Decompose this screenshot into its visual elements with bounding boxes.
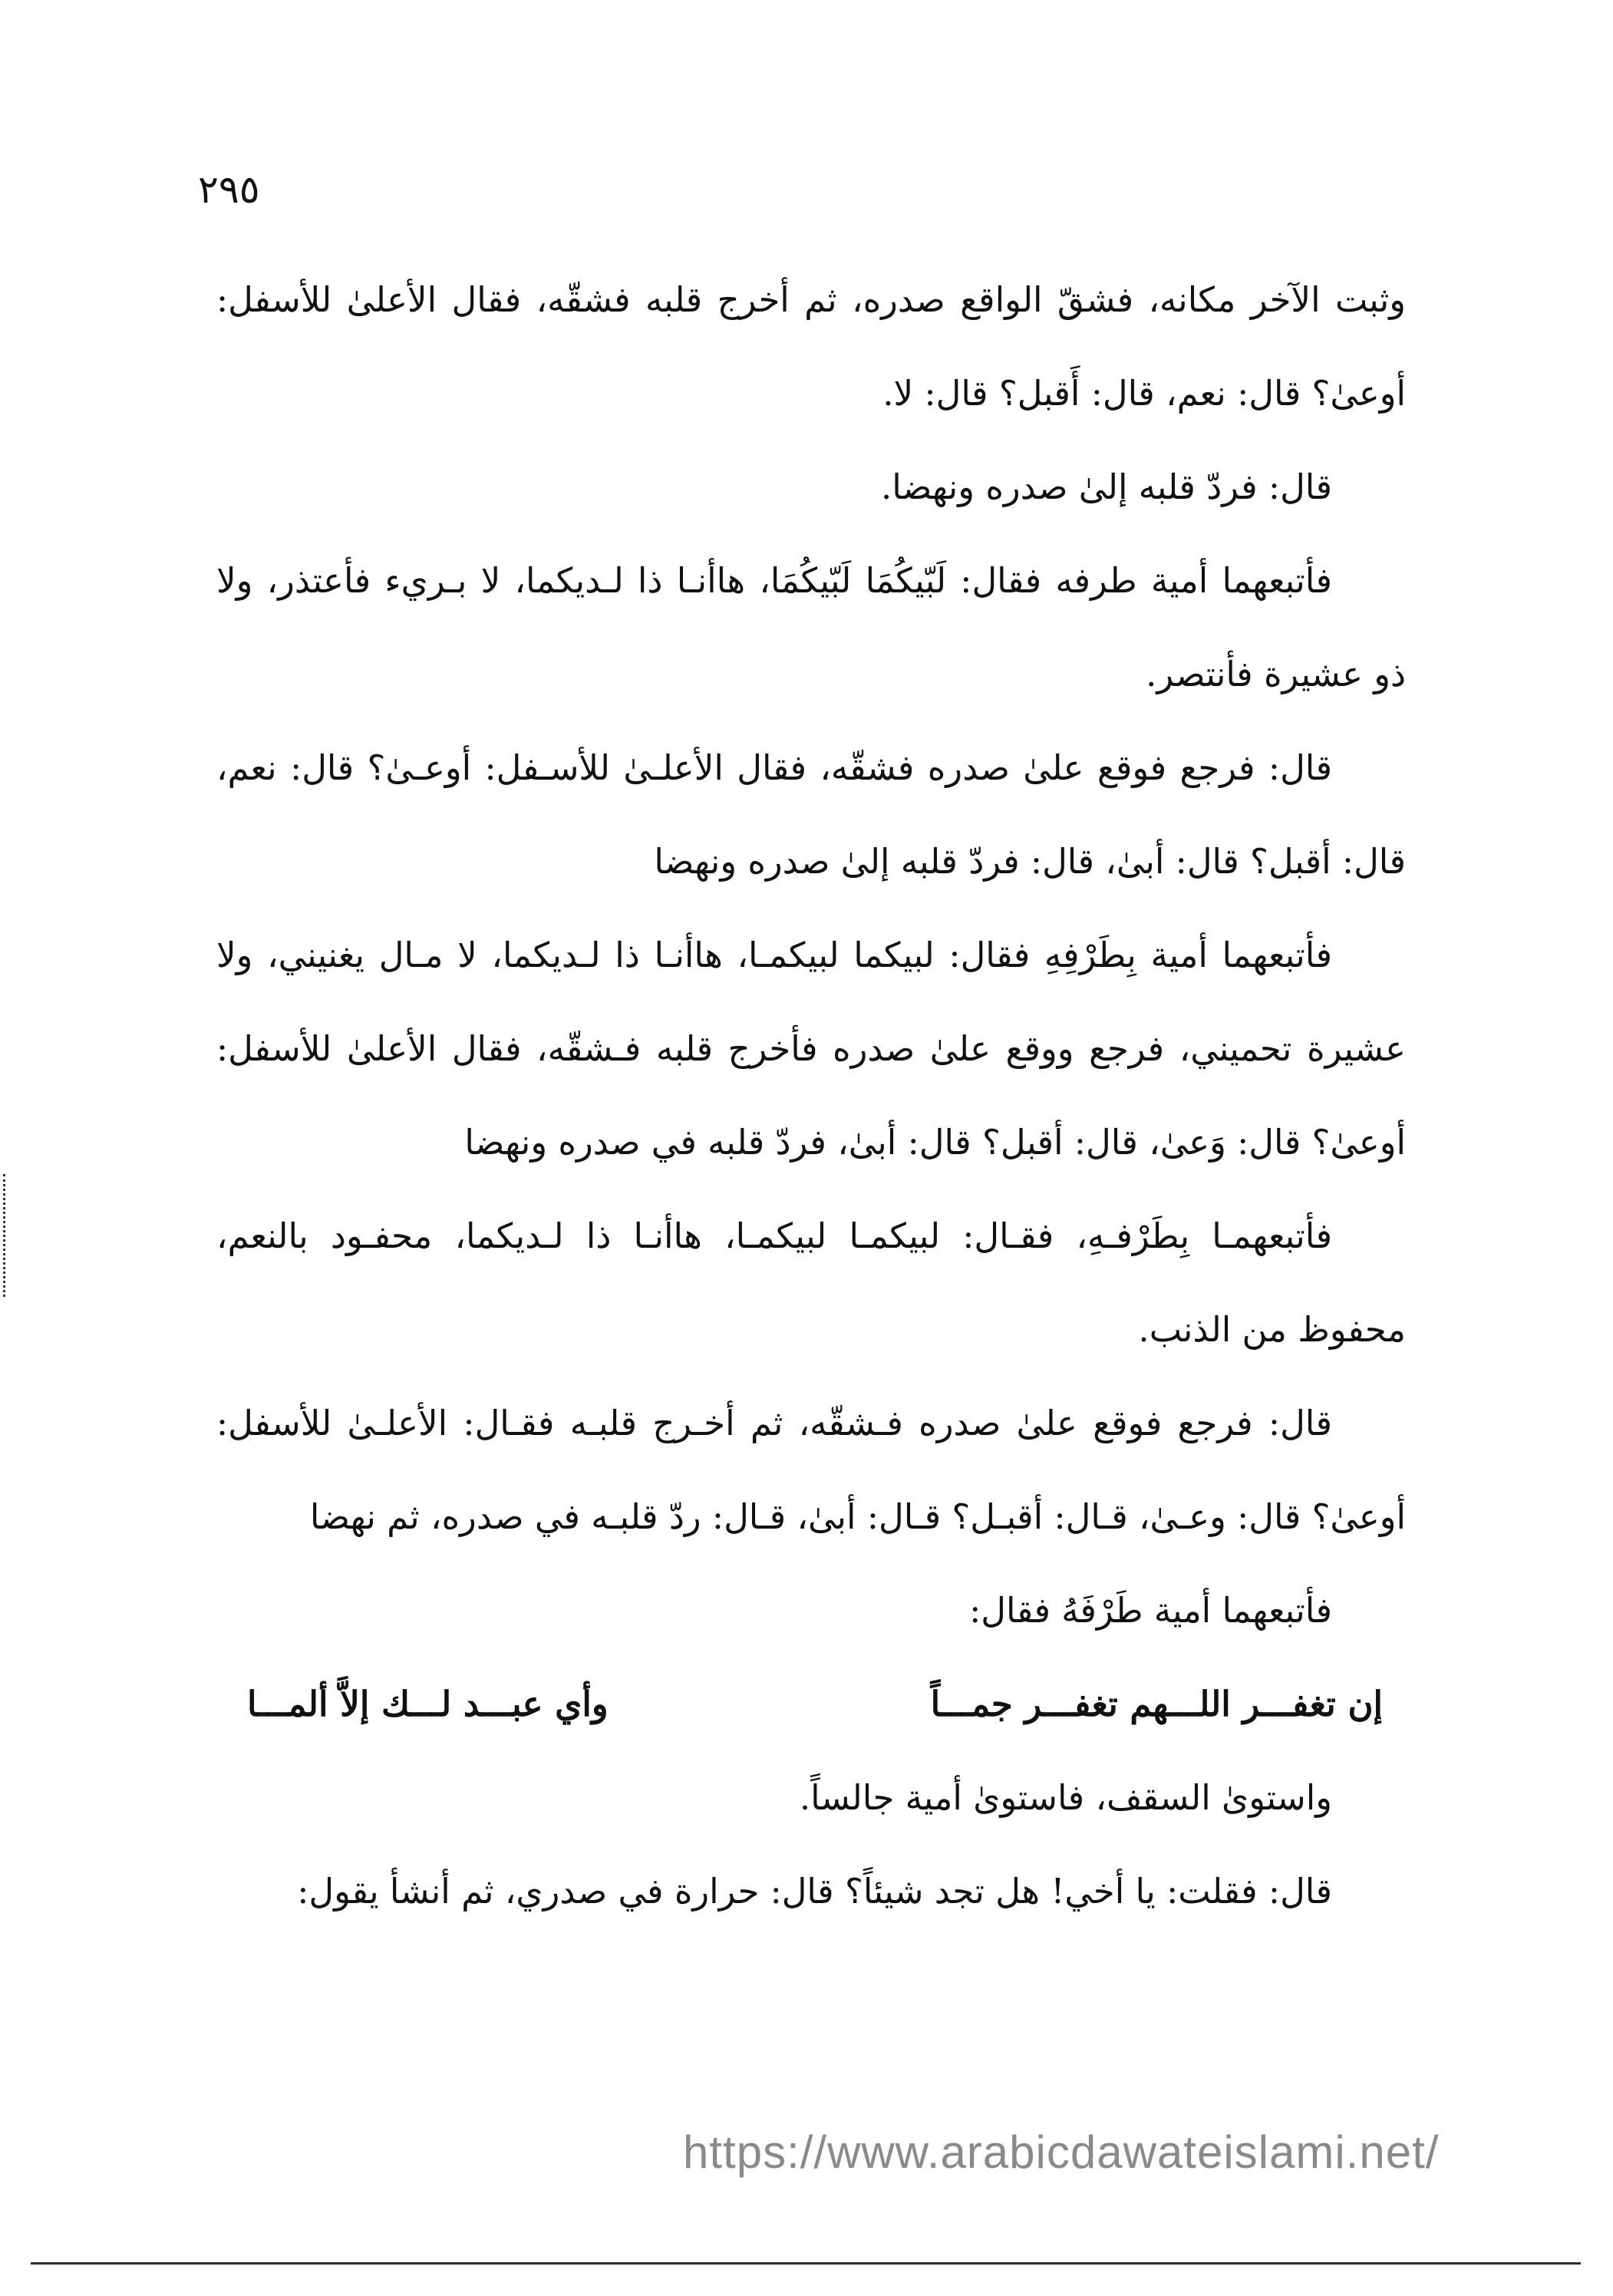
main-text: [216, 253, 1406, 1938]
watermark-url: https://www.arabicdawateislami.net/: [683, 2126, 1440, 2178]
paragraph-10: قال: فقلت: يا أخي! هل تجد شيئاً؟ قال: حرارة في صدري، ثم أنشأ يقول:: [297, 1871, 1332, 1912]
footer-rule: [31, 2262, 1581, 2265]
paragraph-3: فأتبعهما أمية طرفه فقال: لَبّيكُمَا لَبّيكُمَا، هاأنـا ذا لـديكما، لا بـريء فأعتذر، ولا ذو عشيرة فأنتصر.: [216, 560, 1406, 694]
margin-scan-marks: [3, 1174, 8, 1297]
paragraph-1: وثبت الآخر مكانه، فشقّ الواقع صدره، ثم أخرج قلبه فشقّه، فقال الأعلىٰ للأسفل: أوعىٰ؟ قال: نعم، قال: أَقبل؟ قال: لا.: [216, 279, 1406, 414]
paragraph-2: قال: فردّ قلبه إلىٰ صدره ونهضا.: [881, 467, 1332, 507]
verse-second-hemistich: وأي عبـــد لـــك إلاَّ ألمـــا: [247, 1684, 609, 1724]
poetry-verse: [216, 1658, 1406, 1751]
paragraph-8: فأتبعهما أمية طَرْفَهُ فقال:: [969, 1590, 1332, 1631]
verse-first-hemistich: إن تغفـــر اللـــهم تغفـــر جمـــاً: [930, 1684, 1383, 1724]
paragraph-9: واستوىٰ السقف، فاستوىٰ أمية جالساً.: [799, 1777, 1332, 1818]
paragraph-7: قال: فرجع فوقع علىٰ صدره فـشقّه، ثم أخـرج قلبـه فقـال: الأعلـىٰ للأسفل: أوعىٰ؟ قال: وعـىٰ، قـال: أقبـل؟ قـال: أبىٰ، قـال: ردّ قلبـه في صدره، ثم نهضا: [216, 1403, 1406, 1537]
page-number: ٢٩٥: [198, 167, 260, 212]
paragraph-5: فأتبعهما أمية بِطَرْفِهِ فقال: لبيكما لبيكمـا، هاأنـا ذا لـديكما، لا مـال يغنيني، ولا عشيرة تحميني، فرجع ووقع علىٰ صدره فأخرج قلبه فـشقّه، فقال الأعلىٰ للأسفل: أوعىٰ؟ قال: وَعىٰ، قال: أقبل؟ قال: أبىٰ، فردّ قلبه في صدره ونهضا: [216, 935, 1406, 1163]
paragraph-6: فأتبعهمـا بِطَرْفـهِ، فقـال: لبيكمـا لبيكمـا، هاأنـا ذا لـديكما، محفـود بالنعم، محفوظ من الذنب.: [216, 1216, 1406, 1350]
paragraph-4: قال: فرجع فوقع علىٰ صدره فشقّه، فقال الأعلـىٰ للأسـفل: أوعـىٰ؟ قال: نعم، قال: أقبل؟ قال: أبىٰ، قال: فردّ قلبه إلىٰ صدره ونهضا: [216, 747, 1406, 882]
